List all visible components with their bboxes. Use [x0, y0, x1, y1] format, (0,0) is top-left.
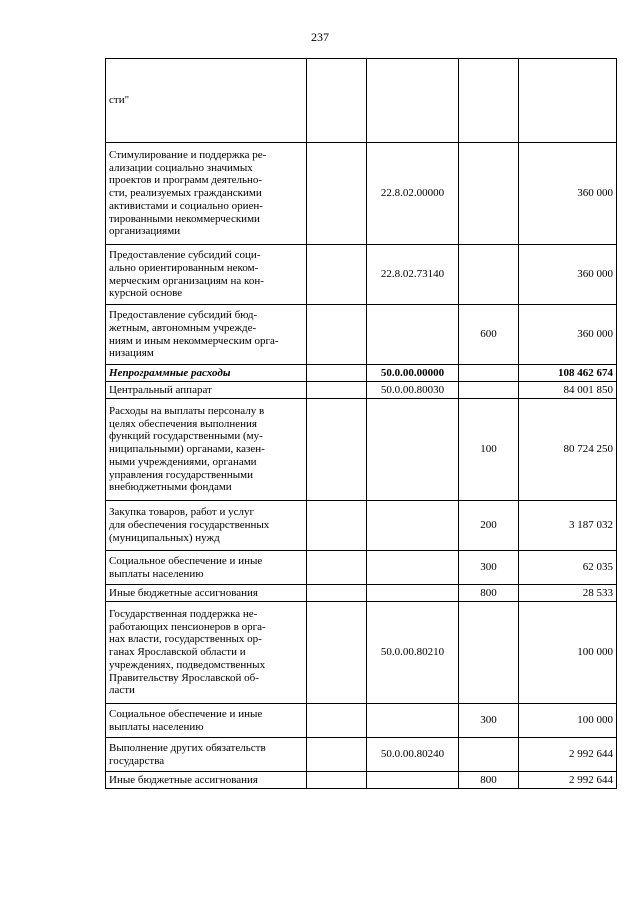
row-code-text: 50.0.00.80240 [380, 748, 445, 761]
row-name-text: Предоставление субсидий бюд- жетным, автономным учрежде- ниям и иным некоммерческим орга- низациям [109, 308, 279, 360]
row-expense-type-cell [459, 382, 519, 399]
row-amount-text: 100 000 [577, 646, 613, 659]
row-amount-text: 2 992 644 [569, 748, 613, 761]
row-code-cell [367, 738, 459, 772]
row-amount-cell [519, 602, 617, 704]
row-amount-text: 2 992 644 [569, 773, 613, 786]
row-amount-text: 108 462 674 [558, 366, 613, 379]
row-name-cell [106, 704, 307, 738]
row-name-text: Центральный аппарат [109, 383, 212, 396]
row-expense-type-cell [459, 501, 519, 551]
row-code-text: 22.8.02.73140 [380, 268, 445, 281]
row-expense-type-cell [459, 738, 519, 772]
row-expense-type-cell [459, 551, 519, 585]
row-amount-text: 100 000 [577, 714, 613, 727]
row-expense-type-text: 100 [480, 443, 497, 456]
row-amount-cell [519, 738, 617, 772]
row-name-cell [106, 382, 307, 399]
row-code-cell [367, 501, 459, 551]
row-section-cell [307, 305, 367, 365]
table-row [106, 365, 617, 382]
row-name-text: Расходы на выплаты персоналу в целях обеспечения выполнения функций государственными (му- ниципальными) органами, казен- ными учреждениями, органами управления государственными внебюджетными фондами [109, 404, 265, 494]
row-section-cell [307, 59, 367, 143]
row-expense-type-cell [459, 772, 519, 789]
row-section-cell [307, 245, 367, 305]
row-name-cell [106, 365, 307, 382]
table-row [106, 399, 617, 501]
row-section-cell [307, 143, 367, 245]
row-amount-cell [519, 305, 617, 365]
table-row [106, 704, 617, 738]
row-name-cell [106, 772, 307, 789]
row-section-cell [307, 551, 367, 585]
row-amount-cell [519, 772, 617, 789]
row-section-cell [307, 738, 367, 772]
row-code-cell [367, 602, 459, 704]
row-code-text: 50.0.00.00000 [380, 366, 445, 379]
row-section-cell [307, 501, 367, 551]
row-amount-cell [519, 245, 617, 305]
row-code-cell [367, 551, 459, 585]
budget-table [105, 58, 617, 789]
table-row [106, 585, 617, 602]
row-name-cell [106, 245, 307, 305]
row-code-text: 50.0.00.80210 [380, 646, 445, 659]
table-row [106, 143, 617, 245]
row-name-text: Стимулирование и поддержка ре- ализации социально значимых проектов и программ деятельно- сти, реализуемых гражданскими активистами и социально ориен- тированными некоммерческими организациями [109, 148, 267, 238]
row-expense-type-text: 800 [480, 586, 497, 599]
row-name-cell [106, 305, 307, 365]
row-section-cell [307, 585, 367, 602]
row-code-cell [367, 704, 459, 738]
row-expense-type-cell [459, 143, 519, 245]
row-section-cell [307, 399, 367, 501]
row-expense-type-cell [459, 245, 519, 305]
row-expense-type-cell [459, 399, 519, 501]
table-row [106, 382, 617, 399]
row-amount-cell [519, 501, 617, 551]
table-row [106, 772, 617, 789]
row-code-cell [367, 772, 459, 789]
row-code-cell [367, 143, 459, 245]
row-amount-cell [519, 59, 617, 143]
row-amount-text: 28 533 [582, 586, 613, 599]
row-code-cell [367, 305, 459, 365]
row-section-cell [307, 602, 367, 704]
row-amount-cell [519, 365, 617, 382]
row-amount-cell [519, 143, 617, 245]
row-name-cell [106, 585, 307, 602]
row-amount-text: 360 000 [577, 268, 613, 281]
table-row [106, 245, 617, 305]
row-name-cell [106, 143, 307, 245]
row-expense-type-cell [459, 59, 519, 143]
row-expense-type-cell [459, 305, 519, 365]
row-expense-type-cell [459, 602, 519, 704]
row-expense-type-text: 800 [480, 773, 497, 786]
row-amount-cell [519, 704, 617, 738]
row-amount-cell [519, 399, 617, 501]
row-section-cell [307, 382, 367, 399]
row-section-cell [307, 704, 367, 738]
row-code-text: 22.8.02.00000 [380, 187, 445, 200]
row-name-text: Непрограммные расходы [109, 366, 231, 379]
row-name-cell [106, 602, 307, 704]
row-name-text: Государственная поддержка не- работающих пенсионеров в орга- нах власти, государственных ор- ганах Ярославской области и учреждениях, подведомственных Правительству Ярославской об- ласти [109, 607, 266, 697]
row-amount-cell [519, 551, 617, 585]
row-code-text: 50.0.00.80030 [380, 383, 445, 396]
row-name-cell [106, 501, 307, 551]
row-name-text: Иные бюджетные ассигнования [109, 586, 258, 599]
row-expense-type-text: 300 [480, 714, 497, 727]
row-amount-text: 80 724 250 [563, 443, 613, 456]
row-amount-text: 360 000 [577, 328, 613, 341]
row-code-cell [367, 399, 459, 501]
row-amount-text: 62 035 [582, 561, 613, 574]
row-name-text: Выполнение других обязательств государства [109, 741, 266, 767]
row-name-cell [106, 59, 307, 143]
row-expense-type-cell [459, 704, 519, 738]
row-name-cell [106, 738, 307, 772]
table-row [106, 305, 617, 365]
row-section-cell [307, 772, 367, 789]
row-name-cell [106, 551, 307, 585]
row-name-text: сти" [109, 94, 130, 107]
table-row [106, 551, 617, 585]
budget-table-body [106, 59, 617, 789]
row-expense-type-text: 200 [480, 519, 497, 532]
row-amount-cell [519, 585, 617, 602]
table-row [106, 738, 617, 772]
row-name-text: Закупка товаров, работ и услуг для обеспечения государственных (муниципальных) нужд [109, 506, 270, 544]
row-expense-type-text: 600 [480, 328, 497, 341]
row-amount-text: 3 187 032 [569, 519, 613, 532]
page-number: 237 [311, 30, 329, 44]
row-expense-type-text: 300 [480, 561, 497, 574]
row-code-cell [367, 365, 459, 382]
row-name-text: Социальное обеспечение и иные выплаты населению [109, 554, 263, 580]
row-name-text: Предоставление субсидий соци- ально ориентированным неком- мерческим организациям на кон- курсной основе [109, 248, 264, 300]
row-amount-text: 84 001 850 [563, 383, 613, 396]
row-code-cell [367, 585, 459, 602]
row-amount-cell [519, 382, 617, 399]
row-code-cell [367, 59, 459, 143]
row-name-text: Социальное обеспечение и иные выплаты населению [109, 707, 263, 733]
table-row [106, 59, 617, 143]
table-row [106, 602, 617, 704]
row-expense-type-cell [459, 585, 519, 602]
row-code-cell [367, 245, 459, 305]
table-row [106, 501, 617, 551]
row-code-cell [367, 382, 459, 399]
row-expense-type-cell [459, 365, 519, 382]
row-name-cell [106, 399, 307, 501]
row-section-cell [307, 365, 367, 382]
row-amount-text: 360 000 [577, 187, 613, 200]
row-name-text: Иные бюджетные ассигнования [109, 773, 258, 786]
